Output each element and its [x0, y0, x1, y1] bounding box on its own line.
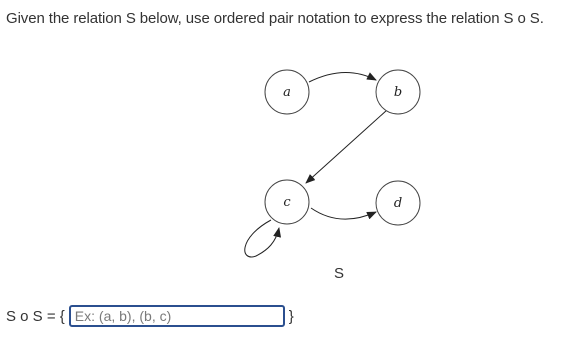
- answer-row: [6, 305, 294, 327]
- node-a: [265, 70, 309, 114]
- node-a-label: a: [283, 85, 291, 100]
- edge-c-d: [311, 208, 376, 219]
- node-b-label: b: [393, 85, 403, 100]
- answer-suffix: }: [288, 307, 294, 325]
- node-b: [376, 70, 420, 114]
- answer-input[interactable]: [69, 305, 285, 327]
- question-prompt: Given the relation S below, use ordered pair notation to express the relation S o S.: [6, 10, 544, 27]
- node-c-label: c: [283, 195, 291, 210]
- node-d: [376, 181, 420, 225]
- relation-caption: S: [334, 265, 345, 282]
- edge-a-b: [309, 72, 376, 82]
- edge-b-c: [306, 110, 387, 183]
- node-c: [265, 180, 309, 224]
- edge-c-c-loop: [245, 220, 279, 257]
- node-d-label: d: [393, 196, 403, 211]
- answer-prefix: S o S = {: [6, 307, 65, 325]
